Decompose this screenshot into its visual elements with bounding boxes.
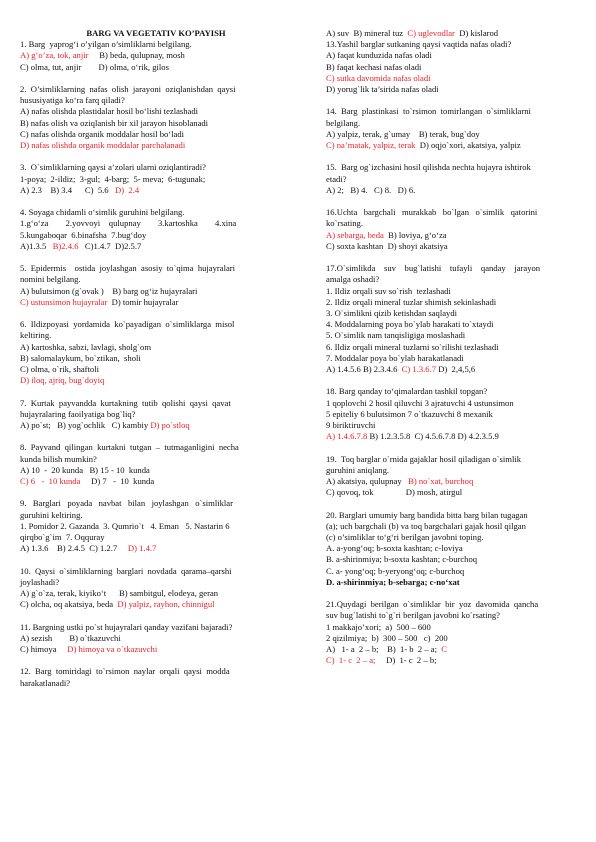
line-text: 20. Barglari umumiy barg bandida bitta barg bilan tugagan xyxy=(326,509,528,520)
line-text: 9. Barglari poyada navbat bilan joylashgan o`simliklar xyxy=(20,498,233,509)
line-text: D) oqjo`xori, akatsiya, yalpiz xyxy=(415,140,521,151)
line-text: 6. Ildiz orqali mineral tuzlarni so`rilishi tezlashadi xyxy=(326,341,499,352)
line-text: C) himoya xyxy=(20,644,68,655)
highlighted-answer: C) na’matak, yalpiz, terak xyxy=(326,140,416,151)
line-text: D) yorug`lik ta’sirida nafas oladi xyxy=(326,84,439,95)
text-line xyxy=(326,73,576,84)
text-line xyxy=(326,521,576,532)
text-line xyxy=(20,622,292,633)
line-text: etadi? xyxy=(326,173,347,184)
highlighted-answer: D) 2.4 xyxy=(115,184,140,195)
text-line xyxy=(326,50,576,61)
text-line xyxy=(20,364,292,375)
line-text: A) 1.3.6 B) 2.4.5 C) 1.2.7 xyxy=(20,543,128,554)
text-line xyxy=(326,129,576,140)
text-line xyxy=(326,185,576,196)
line-text: guruhini aniqlang. xyxy=(326,464,390,475)
question-block xyxy=(20,398,292,432)
text-line xyxy=(326,476,576,487)
line-text: C) soxta kashtan D) shoyi akatsiya xyxy=(326,240,448,251)
question-block xyxy=(20,39,292,73)
highlighted-answer: D) yalpiz, rayhon, chinnigul xyxy=(117,599,215,610)
line-text: C) olcha, oq akatsiya, beda xyxy=(20,599,118,610)
text-line xyxy=(326,644,576,655)
line-text: D) 7 - 10 kunda xyxy=(80,476,155,487)
text-line xyxy=(326,308,576,319)
text-line xyxy=(326,342,576,353)
text-line xyxy=(326,364,576,375)
text-line xyxy=(20,353,292,364)
text-line xyxy=(326,599,576,610)
text-line xyxy=(20,442,292,453)
text-line xyxy=(326,454,576,465)
highlighted-answer: D) nafas olishda organik moddalar parchalanadi xyxy=(20,140,186,151)
text-line xyxy=(20,241,292,252)
line-text: A) nafas olishda plastidalar hosil bo‘lishi tezlashadi xyxy=(20,106,199,117)
text-line xyxy=(20,588,292,599)
text-line xyxy=(20,342,292,353)
highlighted-answer: C) sutka davomida nafas oladi xyxy=(326,72,431,83)
line-text: 5 epiteliy 6 bulutsimon 7 o`tkazuvchi 8 mexanik xyxy=(326,408,493,419)
text-line xyxy=(20,566,292,577)
line-text: 8. Payvand qilingan kurtakni tutgan – tutmaganligini necha xyxy=(20,442,239,453)
text-line xyxy=(326,386,576,397)
text-line xyxy=(326,543,576,554)
question-block xyxy=(326,106,576,151)
line-text: B) 1.2.3.5.8 C) 4.5.6.7.8 D) 4.2.3.5.9 xyxy=(367,431,499,442)
line-text: nomini belgilang. xyxy=(20,274,81,285)
text-line xyxy=(20,207,292,218)
line-text: B. a-shirinmiya; b-soxta kashtan; c-burchoq xyxy=(326,554,478,565)
text-line xyxy=(20,476,292,487)
line-text: B) salomalaykum, bo`ztikan, sholi xyxy=(20,352,141,363)
line-text: A) 10 - 20 kunda B) 15 - 10 kunda xyxy=(20,464,150,475)
highlighted-answer: A) 1.4.6.7.8 xyxy=(326,431,368,442)
text-line xyxy=(20,532,292,543)
question-block xyxy=(20,263,292,308)
text-line xyxy=(326,431,576,442)
line-text: 13.Yashil barglar sutkaning qaysi vaqtida nafas oladi? xyxy=(326,39,512,50)
line-text: 12. Barg tomiridagi to`rsimon naylar orqali qaysi modda xyxy=(20,666,230,677)
line-text: 14. Barg plastinkasi to`rsimon tomirlangan o`simliklarni xyxy=(326,106,531,117)
line-text: A) po`st; B) yog`ochlik C) kambiy xyxy=(20,420,151,431)
text-line xyxy=(20,599,292,610)
text-line xyxy=(326,330,576,341)
question-block xyxy=(20,666,292,688)
text-line xyxy=(20,644,292,655)
line-text: B) beda, qulupnay, mosh xyxy=(88,50,185,61)
line-text: D) 1- c 2 – b; xyxy=(375,655,437,666)
line-text: A. a-yong‘oq; b-soxta kashtan; c-loviya xyxy=(326,543,463,554)
line-text: (a); uch bargchali (b) va toq bargchalari gajak hosil qilgan xyxy=(326,520,526,531)
highlighted-answer: D) po`stloq xyxy=(150,420,190,431)
line-text: kunda bilish mumkin? xyxy=(20,453,97,464)
text-line xyxy=(326,622,576,633)
highlighted-answer: C) ustunsimon hujayralar xyxy=(20,296,108,307)
line-text: 5. Epidermis ostida joylashgan asosiy to`qima hujayralari xyxy=(20,263,236,274)
highlighted-answer: B) no`xat, burchoq xyxy=(408,476,474,487)
text-line xyxy=(326,39,576,50)
question-block xyxy=(20,207,292,252)
text-line xyxy=(326,577,576,588)
text-line xyxy=(20,454,292,465)
question-block xyxy=(20,498,292,554)
line-text: A) kartoshka, sabzi, lavlagi, sholg`om xyxy=(20,341,152,352)
line-text: keltiring. xyxy=(20,330,52,341)
question-block xyxy=(20,442,292,487)
text-line xyxy=(20,297,292,308)
line-text: A)1.3.5 xyxy=(20,240,53,251)
highlighted-answer: C xyxy=(441,644,448,655)
highlighted-answer: B)2.4.6 xyxy=(52,240,79,251)
text-line xyxy=(326,162,576,173)
left-column xyxy=(20,28,292,700)
text-line xyxy=(326,274,576,285)
line-text: 3. O`simlikni qizib ketishdan saqlaydi xyxy=(326,308,458,319)
line-text: C) qovoq, tok D) mosh, atirgul xyxy=(326,487,463,498)
highlighted-answer: C) uglevodlar xyxy=(407,28,455,38)
text-line xyxy=(326,263,576,274)
line-text: 1. Barg yaprog‘i o’yilgan o’simliklarni belgilang. xyxy=(20,39,192,50)
text-line xyxy=(20,510,292,521)
line-text: suv bug`latishi to`g`ri berilgan javobni ko`rsating? xyxy=(326,610,500,621)
text-line xyxy=(326,420,576,431)
line-text: A) g`o`za, terak, kiyiko‘t B) sambitgul, elodeya, geran xyxy=(20,588,219,599)
text-line xyxy=(326,230,576,241)
line-text: 15. Barg og`izchasini hosil qilishda nechta hujayra ishtirok xyxy=(326,162,531,173)
text-line xyxy=(20,420,292,431)
line-text: 1. Ildiz orqali suv so`rish tezlashadi xyxy=(326,285,451,296)
line-text: 17.O`simlikda suv bug`latishi tufayli qanday jarayon xyxy=(326,263,541,274)
line-text: 1.g‘o‘za 2.yovvoyi qulupnay 3.kartoshka 4.xina xyxy=(20,218,237,229)
line-text: hususiyatiga ko‘ra farq qiladi? xyxy=(20,95,125,106)
line-text: A) 1- a 2 – b; B) 1- b 2 – a; xyxy=(326,644,442,655)
line-text: 5. O`simlik nam tanqisligiga moslashadi xyxy=(326,330,466,341)
text-line xyxy=(326,28,576,39)
line-text: 5.kungaboqar 6.binafsha 7.bug‘doy xyxy=(20,229,147,240)
text-line xyxy=(20,218,292,229)
text-line xyxy=(20,185,292,196)
line-text: A) 2.3 B) 3.4 C) 5.6 xyxy=(20,184,116,195)
text-line xyxy=(326,610,576,621)
line-text: 2. Ildiz orqali mineral tuzlar shimish sekinlashadi xyxy=(326,296,497,307)
text-line xyxy=(326,297,576,308)
highlighted-answer: A) g‘o’za, tok, anjir xyxy=(20,50,89,61)
text-line xyxy=(20,162,292,173)
line-text: 2 qizilmiya; b) 300 – 500 c) 200 xyxy=(326,632,448,643)
highlighted-answer: D) 1.4.7 xyxy=(127,543,157,554)
text-line xyxy=(326,532,576,543)
line-text: A) suv B) mineral tuz xyxy=(326,28,408,38)
page-title: BARG VA VEGETATIV KO’PAYISH xyxy=(86,28,226,38)
line-text: harakatlanadi? xyxy=(20,677,71,688)
highlighted-answer: C) 1- c 2 – a; xyxy=(326,655,376,666)
text-line xyxy=(20,409,292,420)
text-line xyxy=(20,118,292,129)
text-line xyxy=(326,409,576,420)
line-text: D) 2,4,5,6 xyxy=(436,364,476,375)
line-text: ko`rsating. xyxy=(326,218,363,229)
question-block xyxy=(20,319,292,386)
line-text: 7. Moddalar poya bo`ylab harakatlanadi xyxy=(326,352,464,363)
question-block xyxy=(326,454,576,499)
text-line xyxy=(326,140,576,151)
line-text: 21.Quydagi berilgan o`simliklar bir yoz davomida qancha xyxy=(326,599,539,610)
question-block xyxy=(20,622,292,656)
text-line xyxy=(20,465,292,476)
line-text: 1 makkajo’xori; a) 500 – 600 xyxy=(326,621,431,632)
text-line xyxy=(20,577,292,588)
question-block xyxy=(326,386,576,442)
question-block xyxy=(20,84,292,151)
text-line xyxy=(20,375,292,386)
line-text: B) loviya, g‘o‘za xyxy=(383,229,447,240)
line-text: A) akatsiya, qulupnay xyxy=(326,476,409,487)
question-block xyxy=(326,510,576,588)
line-text: 19. Toq barglar o`rnida gajaklar hosil qiladigan o`simlik xyxy=(326,453,522,464)
line-text: A) 2; B) 4. C) 8. D) 6. xyxy=(326,184,416,195)
line-text: 1-poya; 2-ildiz; 3-gul; 4-barg; 5- meva; 6-tugunak; xyxy=(20,173,206,184)
line-text: (c) o’simliklar to‘g‘ri berilgan javobni toping. xyxy=(326,532,484,543)
line-text: 2. O’simliklarning nafas olish jarayoni oziqlanishdan qaysi xyxy=(20,84,236,94)
text-line xyxy=(20,39,292,50)
text-line xyxy=(326,633,576,644)
text-line xyxy=(20,330,292,341)
question-block xyxy=(326,207,576,252)
line-text: 4. Soyaga chidamli o‘simlik guruhini belgilang. xyxy=(20,207,185,218)
right-column xyxy=(326,28,576,678)
text-line xyxy=(20,521,292,532)
text-line xyxy=(326,241,576,252)
text-line xyxy=(20,95,292,106)
text-line xyxy=(20,543,292,554)
text-line xyxy=(20,230,292,241)
line-text: A) yalpiz, terak, g`umay B) terak, bug`doy xyxy=(326,128,480,139)
line-text: guruhini keltiring. xyxy=(20,509,83,520)
line-text: D) kislarod xyxy=(454,28,499,38)
text-line xyxy=(20,666,292,677)
bold-answer: D. a-shirinmiya; b-sebarga; c-no‘xat xyxy=(326,576,460,587)
line-text: C)1.4.7 D)2.5.7 xyxy=(78,240,142,251)
text-line xyxy=(326,319,576,330)
line-text: 11. Bargning ustki po`st hujayralari qanday vazifani bajaradi? xyxy=(20,621,233,632)
highlighted-answer: D) himoya va o`tkazuvchi xyxy=(67,644,158,655)
line-text: 18. Barg qanday to‘qimalardan tashkil topgan? xyxy=(326,386,488,397)
line-text: 7. Kurtak payvandda kurtakning tutib qolishi qaysi qavat xyxy=(20,397,231,408)
line-text: amalga oshadi? xyxy=(326,274,380,285)
text-line xyxy=(20,398,292,409)
text-line xyxy=(20,50,292,61)
highlighted-answer: D) iloq, ajriq, bug`doyiq xyxy=(20,375,105,386)
text-line xyxy=(20,498,292,509)
text-line xyxy=(326,566,576,577)
text-line xyxy=(20,84,292,95)
text-line xyxy=(326,218,576,229)
line-text: belgilang. xyxy=(326,117,361,128)
line-text: 1. Pomidor 2. Gazanda 3. Qumrio`t 4. Eman 5. Nastarin 6 xyxy=(20,520,230,531)
text-line xyxy=(326,62,576,73)
line-text: A) sezish B) o`tkazuvchi xyxy=(20,632,121,643)
line-text: A) bulutsimon (g`ovak ) B) barg og‘iz hujayralari xyxy=(20,285,198,296)
question-block xyxy=(326,263,576,375)
line-text: B) nafas olish va oziqlanish bir xil jarayon hisoblanadi xyxy=(20,117,209,128)
line-text: qirqbo`g`im 7. Oqquray xyxy=(20,532,105,543)
text-line xyxy=(20,286,292,297)
line-text: C) olma, o`rik, shaftoli xyxy=(20,364,100,375)
highlighted-answer: A) sebarga, beda xyxy=(326,229,384,240)
highlighted-answer: C) 6 - 10 kunda xyxy=(20,476,81,487)
text-line xyxy=(326,554,576,565)
line-text: joylashadi? xyxy=(20,576,60,587)
text-line xyxy=(20,319,292,330)
line-text: B) faqat kechasi nafas oladi xyxy=(326,61,422,72)
question-block xyxy=(20,566,292,611)
question-block xyxy=(326,599,576,666)
text-line xyxy=(326,84,576,95)
line-text: 10. Qaysi o`simliklarning barglari novdada qarama–qarshi xyxy=(20,565,232,576)
line-text: 1 qoplovchi 2 hosil qiluvchi 3 ajratuvchi 4 ustunsimon xyxy=(326,397,514,408)
text-line xyxy=(20,263,292,274)
line-text: 9 biriktiruvchi xyxy=(326,420,376,431)
line-text: C. a- yong‘oq; b-yeryong‘oq; c-burchoq xyxy=(326,565,465,576)
line-text: 3. O`simliklarning qaysi a’zolari ularni oziqlantiradi? xyxy=(20,162,206,173)
text-line xyxy=(20,106,292,117)
line-text: C) nafas olishda organik moddalar hosil bo‘ladi xyxy=(20,128,185,139)
text-line xyxy=(20,174,292,185)
text-line xyxy=(326,174,576,185)
highlighted-answer: C) 1.3.6.7 xyxy=(401,364,437,375)
text-line xyxy=(326,353,576,364)
line-text: A) 1.4.5.6 B) 2.3.4.6 xyxy=(326,364,402,375)
text-line xyxy=(20,129,292,140)
question-block xyxy=(326,28,576,95)
text-line xyxy=(20,678,292,689)
text-line xyxy=(326,106,576,117)
text-line xyxy=(326,118,576,129)
line-text: 4. Moddalarning poya bo`ylab harakati to`xtaydi xyxy=(326,319,494,330)
question-block xyxy=(20,162,292,196)
text-line xyxy=(326,398,576,409)
text-line xyxy=(326,286,576,297)
text-line xyxy=(20,62,292,73)
text-line xyxy=(326,510,576,521)
text-line xyxy=(20,140,292,151)
line-text: C) olma, tut, anjir D) olma, o‘rik, gilos xyxy=(20,61,169,72)
line-text: 6. Ildizpoyasi yordamida ko`payadigan o`simliklarga misol xyxy=(20,319,235,330)
line-text: A) faqat kunduzida nafas oladi xyxy=(326,50,432,61)
line-text: 16.Uchta bargchali murakkab bo`lgan o`simlik qatorini xyxy=(326,207,538,218)
text-line xyxy=(326,487,576,498)
line-text: hujayralaring faoilyatiga bog`liq? xyxy=(20,408,136,419)
question-block xyxy=(326,162,576,196)
text-line xyxy=(326,655,576,666)
text-line xyxy=(20,633,292,644)
text-line xyxy=(326,465,576,476)
text-line xyxy=(20,274,292,285)
text-line xyxy=(326,207,576,218)
line-text: D) tomir hujayralar xyxy=(107,296,179,307)
